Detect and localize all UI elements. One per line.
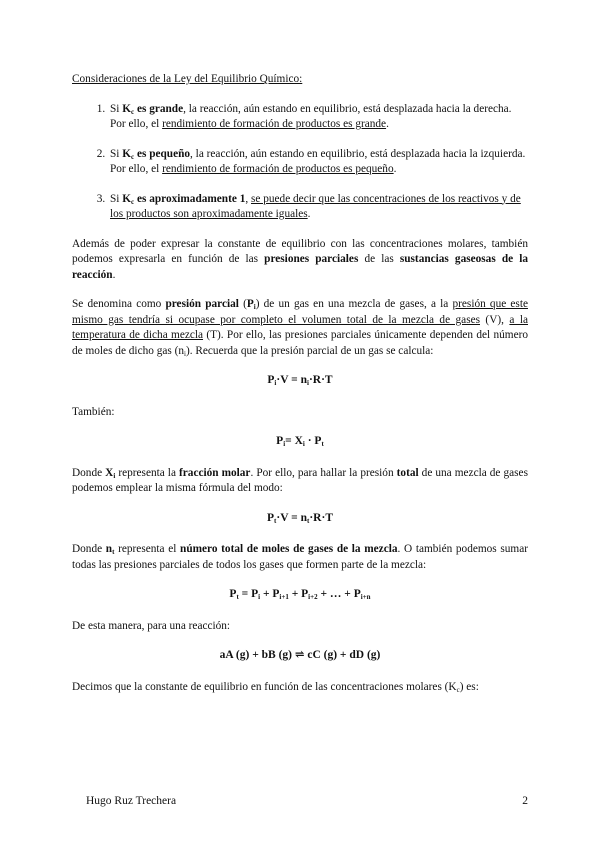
page-number: 2 (522, 795, 528, 807)
paragraph-partial-pressures: Además de poder expresar la constante de equilibrio con las concentraciones molares, también podemos expresarla en función de las presiones parciales de las sustancias gaseosas de la reacción. (72, 237, 528, 281)
formula-molar-fraction: $P_i= X_i \cdot P_t$ (276, 435, 324, 448)
paragraph-definition: Se denomina como presión parcial $(P_i)$ de un gas en una mezcla de gases, a la presión que este mismo gas tendría si ocupase por completo el volumen total de la mezcla de gases (V), a la temperatura de dicha mezcla (T). Por ello, las presiones parciales únicamente dependen del número de moles de dicho gas $(n_i)$. Recuerda que la presión parcial de un gas se calcula: (72, 298, 528, 358)
list-item: 3. Si $K_c$ es aproximadamente 1, se puede decir que las concentraciones de los reactivos y de los productos son aproximadamente iguales. (108, 192, 528, 223)
formula-sum-pressures: $P_t = P_i + P_{i+1} + P_{i+2}$ + … + $P_{i+n}$ (229, 588, 371, 601)
paragraph-molar-fraction: Donde $X_i$ representa la fracción molar. Por ello, para hallar la presión total de una mezcla de gases podemos emplear la misma fórmula del modo: (72, 466, 528, 494)
paragraph-reaction-intro: De esta manera, para una reacción: (72, 619, 231, 632)
paragraph-total-moles: Donde $n_t$ representa el número total de moles de gases de la mezcla. O también podemos sumar todas las presiones parciales de todos los gases que formen parte de la mezcla: (72, 543, 528, 571)
paragraph-kc-intro: Decimos que la constante de equilibrio en función de las concentraciones molares $(K_c)$ es: (72, 680, 479, 694)
formula-reaction: aA (g) + bB (g) ⇌ cC (g) + dD (g) (219, 649, 381, 661)
list-item: 1. Si $K_c$ es grande, la reacción, aún estando en equilibrio, está desplazada hacia la derecha. Por ello, el rendimiento de formación de productos es grande. (108, 102, 528, 133)
section-heading: Consideraciones de la Ley del Equilibrio Químico: (72, 73, 303, 85)
considerations-list (72, 102, 528, 223)
footer-author: Hugo Ruz Trechera (86, 795, 177, 807)
paragraph-tambien: También: (72, 405, 115, 418)
list-item: 2. Si $K_c$ es pequeño, la reacción, aún estando en equilibrio, está desplazada hacia la izquierda. Por ello, el rendimiento de formación de productos es pequeño. (108, 147, 528, 178)
formula-total-pressure: $P_t\cdot V = n_t\cdot R\cdot T$ (266, 511, 333, 525)
document-page (72, 72, 528, 709)
formula-partial-pressure: $P_i\cdot V = n_i\cdot R\cdot T$ (267, 374, 333, 387)
